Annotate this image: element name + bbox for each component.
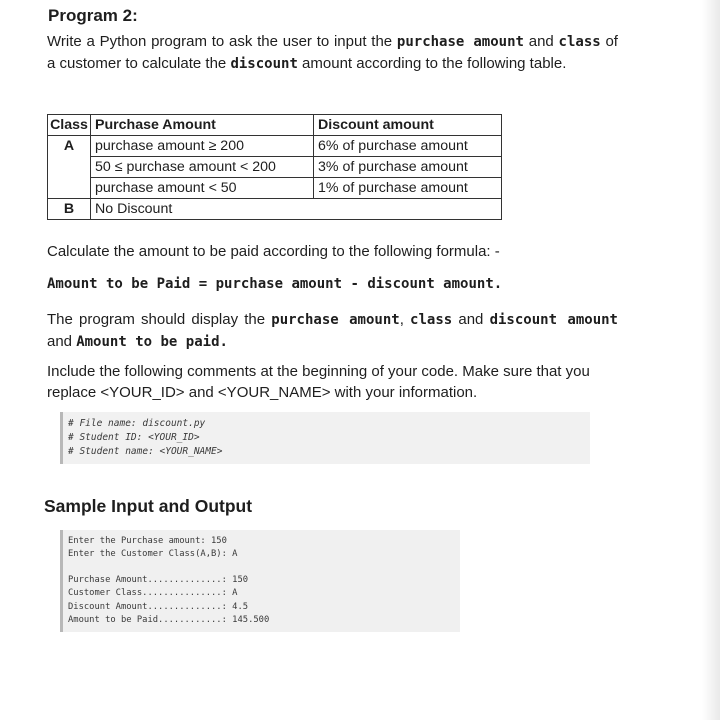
intro-text-2: and xyxy=(523,33,559,50)
display-paragraph xyxy=(47,309,618,353)
display-keyword-class: class xyxy=(410,312,453,328)
formula-discount-amount: discount amount. xyxy=(367,276,503,292)
header-discount-amount: Discount amount xyxy=(314,115,502,136)
table-row xyxy=(48,136,502,157)
code-line: # Student name: <YOUR_NAME> xyxy=(68,446,223,457)
formula-equals: = xyxy=(190,276,216,292)
discount-cell: 3% of purchase amount xyxy=(314,157,502,178)
purchase-cell: 50 ≤ purchase amount < 200 xyxy=(91,157,314,178)
display-keyword-purchase: purchase amount xyxy=(271,312,400,328)
console-line: Customer Class...............: A xyxy=(68,588,238,599)
console-line: Purchase Amount..............: 150 xyxy=(68,574,249,585)
console-gap xyxy=(68,562,460,574)
class-a-cell: A xyxy=(48,136,91,199)
intro-keyword-purchase: purchase amount xyxy=(396,34,524,50)
no-discount-cell: No Discount xyxy=(91,199,502,220)
formula-purchase-amount: purchase amount xyxy=(215,276,343,292)
formula-line xyxy=(47,274,502,295)
page-edge-shadow xyxy=(702,0,720,720)
console-line: Discount Amount..............: 4.5 xyxy=(68,601,249,612)
code-line: # File name: discount.py xyxy=(68,418,206,429)
console-line: Enter the Customer Class(A,B): A xyxy=(68,549,238,560)
discount-cell: 1% of purchase amount xyxy=(314,178,502,199)
console-line: Amount to be Paid............: 145.500 xyxy=(68,614,270,625)
intro-keyword-discount: discount xyxy=(230,56,298,72)
intro-text-1: Write a Python program to ask the user to input the xyxy=(47,33,397,50)
purchase-cell: purchase amount ≥ 200 xyxy=(91,136,314,157)
include-instructions: Include the following comments at the beginning of your code. Make sure that you replace <YOUR_ID> and <YOUR_NAME> with your information. xyxy=(47,363,590,401)
display-keyword-discount: discount amount xyxy=(489,312,618,328)
header-class: Class xyxy=(48,115,91,136)
discount-cell: 6% of purchase amount xyxy=(314,136,502,157)
sample-output-box xyxy=(60,530,460,632)
discount-table xyxy=(47,114,502,220)
intro-text-4: amount according to the following table. xyxy=(297,55,567,72)
display-text-3: and xyxy=(452,311,490,328)
display-keyword-amount-paid: Amount to be paid. xyxy=(76,334,228,350)
table-row xyxy=(48,199,502,220)
program-title: Program 2: xyxy=(48,6,138,25)
console-line: Enter the Purchase amount: 150 xyxy=(68,536,227,546)
formula-intro: Calculate the amount to be paid according to the following formula: - xyxy=(47,243,500,260)
code-comments-box xyxy=(60,412,590,464)
purchase-cell: purchase amount < 50 xyxy=(91,178,314,199)
formula-lhs: Amount to be Paid xyxy=(47,276,191,292)
intro-keyword-class: class xyxy=(558,34,601,50)
table-row xyxy=(48,157,502,178)
display-text-2: , xyxy=(399,311,411,328)
intro-text-3: of a customer to calculate the xyxy=(47,33,618,72)
header-purchase-amount: Purchase Amount xyxy=(91,115,314,136)
display-text-4: and xyxy=(47,333,77,350)
table-row xyxy=(48,178,502,199)
display-text-1: The program should display the xyxy=(47,311,272,328)
formula-minus: - xyxy=(342,276,368,292)
intro-paragraph xyxy=(47,31,618,75)
class-b-cell: B xyxy=(48,199,91,220)
table-header-row xyxy=(48,115,502,136)
sample-heading: Sample Input and Output xyxy=(44,496,253,516)
code-line: # Student ID: <YOUR_ID> xyxy=(68,432,200,443)
